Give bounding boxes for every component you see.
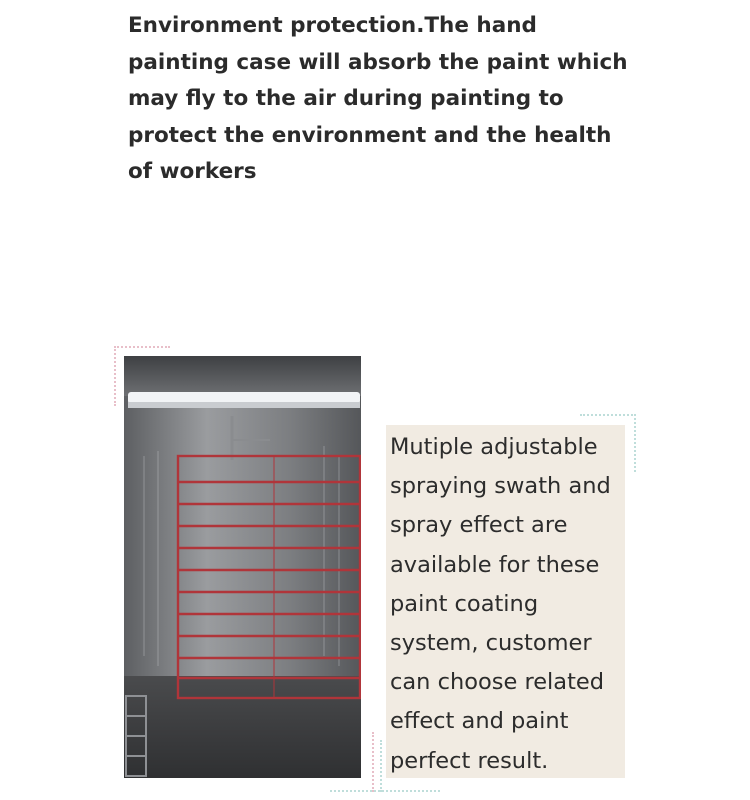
decorative-dotted-line	[634, 414, 636, 472]
decorative-dotted-line	[330, 790, 440, 792]
intro-paragraph: Environment protection.The hand painting case will absorb the paint which may fly to the air during painting to protect the environment and the health of workers	[128, 13, 628, 184]
decorative-dotted-line	[114, 346, 116, 406]
decorative-dotted-line	[372, 732, 374, 792]
decorative-dotted-line	[580, 414, 636, 416]
spray-booth-photo	[124, 356, 361, 778]
feature-paragraph: Mutiple adjustable spraying swath and spray effect are available for these paint coating system, customer can choose related effect and paint perfect result.	[390, 434, 611, 774]
decorative-dotted-line	[114, 346, 170, 348]
decorative-dotted-line	[380, 740, 382, 792]
